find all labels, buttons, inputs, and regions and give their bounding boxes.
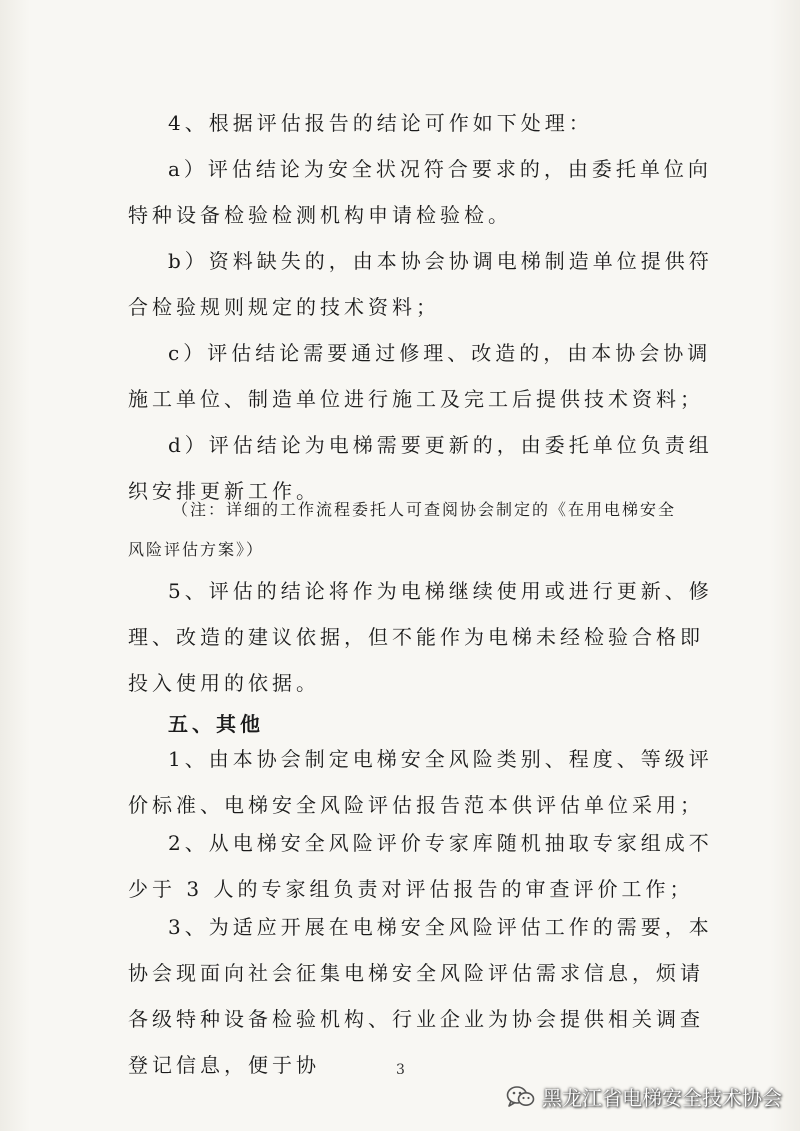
- paragraph-other-1: 1、由本协会制定电梯安全风险类别、程度、等级评价标准、电梯安全风险评估报告范本供评估单位采用；: [128, 747, 713, 817]
- paragraph-item-4: 4、根据评估报告的结论可作如下处理：: [168, 111, 593, 135]
- paragraph-item-b: b）资料缺失的，由本协会协调电梯制造单位提供符合检验规则规定的技术资料；: [128, 249, 713, 319]
- wechat-icon: [506, 1084, 536, 1110]
- paragraph-item-d: d）评估结论为电梯需要更新的，由委托单位负责组织安排更新工作。: [128, 433, 713, 503]
- watermark-text: 黑龙江省电梯安全技术协会: [542, 1086, 782, 1110]
- paragraph-item-a: a）评估结论为安全状况符合要求的，由委托单位向特种设备检验检测机构申请检验检。: [128, 157, 712, 227]
- paragraph-item-5: 5、评估的结论将作为电梯继续使用或进行更新、修理、改造的建议依据，但不能作为电梯未经检验合格即投入使用的依据。: [128, 579, 713, 695]
- section-heading-other: 五、其他: [168, 712, 264, 736]
- page-number: 3: [396, 1062, 405, 1078]
- account-watermark: [506, 1082, 782, 1111]
- paragraph-other-2: 2、从电梯安全风险评价专家库随机抽取专家组成不少于 3 人的专家组负责对评估报告的审查评价工作；: [128, 831, 713, 901]
- note-paragraph: （注：详细的工作流程委托人可查阅协会制定的《在用电梯安全风险评估方案》）: [128, 500, 677, 559]
- paragraph-other-3: 3、为适应开展在电梯安全风险评估工作的需要，本协会现面向社会征集电梯安全风险评估需求信息，烦请各级特种设备检验机构、行业企业为协会提供相关调查登记信息，便于协: [128, 915, 713, 1077]
- paragraph-item-c: c）评估结论需要通过修理、改造的，由本协会协调施工单位、制造单位进行施工及完工后提供技术资料；: [128, 341, 712, 411]
